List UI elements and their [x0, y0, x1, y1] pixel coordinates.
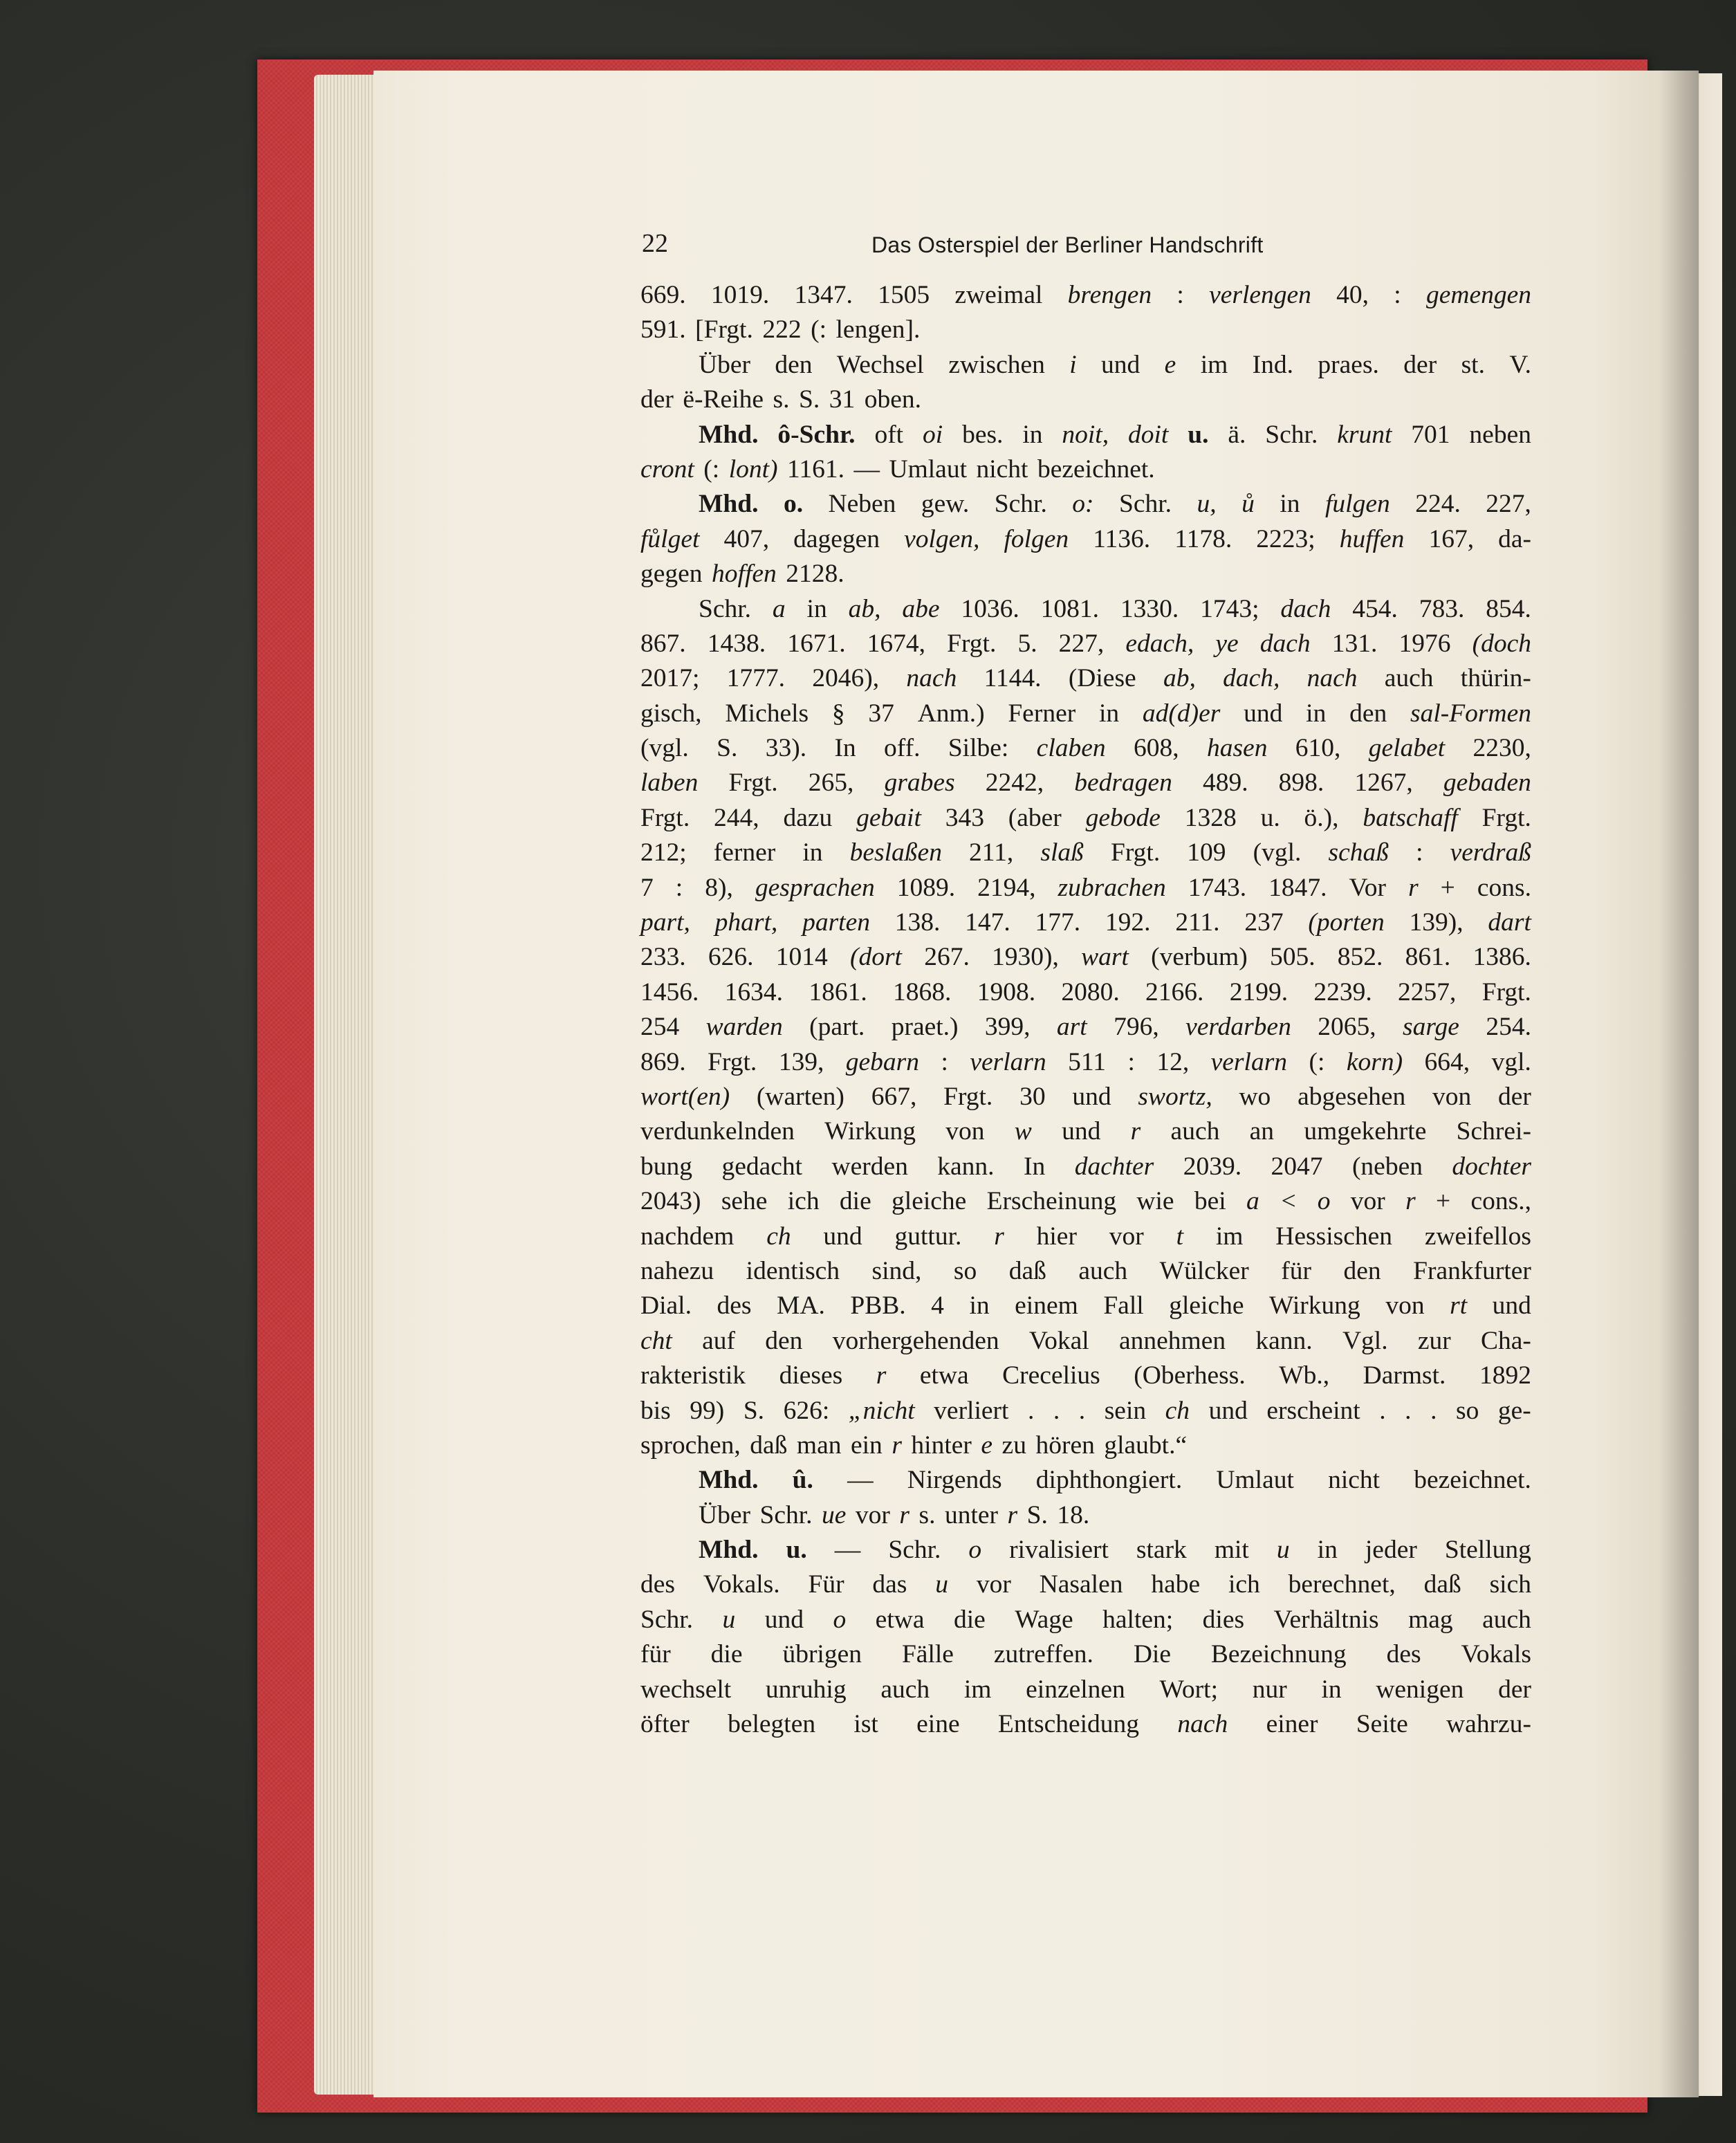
body-text — [640, 278, 1531, 1742]
text-line: 7 : 8), gesprachen 1089. 2194, zubrachen 1743. 1847. Vor r + cons. — [640, 873, 1531, 902]
text-line: nahezu identisch sind, so daß auch Wülcker für den Frankfurter — [640, 1256, 1531, 1285]
text-line: cront (: lont) 1161. — Umlaut nicht bezeichnet. — [640, 454, 1155, 484]
text-line: gegen hoffen 2128. — [640, 560, 844, 589]
text-line: Über Schr. ue vor r s. unter r S. 18. — [699, 1500, 1090, 1529]
text-line: 2017; 1777. 2046), nach 1144. (Diese ab, dach, nach auch thürin- — [640, 664, 1531, 693]
text-line: laben Frgt. 265, grabes 2242, bedragen 489. 898. 1267, gebaden — [640, 769, 1531, 798]
page-number: 22 — [642, 229, 668, 258]
running-header-title: Das Osterspiel der Berliner Handschrift — [871, 232, 1264, 257]
text-line: 2043) sehe ich die gleiche Erscheinung wie bei a < o vor r + cons., — [640, 1187, 1531, 1216]
text-line: des Vokals. Für das u vor Nasalen habe ich berechnet, daß sich — [640, 1570, 1531, 1599]
text-line: Dial. des MA. PBB. 4 in einem Fall gleiche Wirkung von rt und — [640, 1291, 1531, 1321]
text-line: Frgt. 244, dazu gebait 343 (aber gebode 1328 u. ö.), batschaff Frgt. — [640, 803, 1531, 832]
spine-shadow — [1660, 71, 1699, 2097]
text-line: für die übrigen Fälle zutreffen. Die Bezeichnung des Vokals — [640, 1640, 1531, 1669]
text-line: wort(en) (warten) 667, Frgt. 30 und swortz, wo abgesehen von der — [640, 1082, 1531, 1111]
text-line: sprochen, daß man ein r hinter e zu hören glaubt.“ — [640, 1431, 1188, 1460]
text-line: bung gedacht werden kann. In dachter 2039. 2047 (neben dochter — [640, 1152, 1531, 1181]
text-line: nachdem ch und guttur. r hier vor t im Hessischen zweifellos — [640, 1222, 1531, 1251]
text-line: verdunkelnden Wirkung von w und r auch an umgekehrte Schrei- — [640, 1117, 1531, 1146]
text-line: der ë-Reihe s. S. 31 oben. — [640, 385, 921, 414]
text-line: Mhd. û. — Nirgends diphthongiert. Umlaut nicht bezeichnet. — [699, 1466, 1531, 1495]
text-line: cht auf den vorhergehenden Vokal annehmen kann. Vgl. zur Cha- — [640, 1326, 1531, 1355]
text-line: öfter belegten ist eine Entscheidung nach einer Seite wahrzu- — [640, 1710, 1531, 1739]
text-line: bis 99) S. 626: „nicht verliert . . . sein ch und erscheint . . . so ge- — [640, 1396, 1531, 1425]
text-line: Mhd. u. — Schr. o rivalisiert stark mit u in jeder Stellung — [699, 1536, 1531, 1565]
text-line: gisch, Michels § 37 Anm.) Ferner in ad(d)er und in den sal-Formen — [640, 699, 1531, 728]
text-line: (vgl. S. 33). In off. Silbe: claben 608, hasen 610, gelabet 2230, — [640, 734, 1531, 763]
text-line: 233. 626. 1014 (dort 267. 1930), wart (verbum) 505. 852. 861. 1386. — [640, 943, 1531, 972]
text-line: 869. Frgt. 139, gebarn : verlarn 511 : 12, verlarn (: korn) 664, vgl. — [640, 1047, 1531, 1076]
text-line: Über den Wechsel zwischen i und e im Ind. praes. der st. V. — [699, 350, 1531, 379]
text-line: fůlget 407, dagegen volgen, folgen 1136. 1178. 2223; huffen 167, da- — [640, 524, 1531, 553]
text-line: Schr. a in ab, abe 1036. 1081. 1330. 1743; dach 454. 783. 854. — [699, 594, 1531, 623]
text-line: part, phart, parten 138. 147. 177. 192. 211. 237 (porten 139), dart — [640, 908, 1531, 937]
text-line: Mhd. o. Neben gew. Schr. o: Schr. u, ů in fulgen 224. 227, — [699, 490, 1531, 519]
text-line: 867. 1438. 1671. 1674, Frgt. 5. 227, edach, ye dach 131. 1976 (doch — [640, 629, 1531, 658]
text-line: 591. [Frgt. 222 (: lengen]. — [640, 315, 921, 344]
text-line: 669. 1019. 1347. 1505 zweimal brengen : verlengen 40, : gemengen — [640, 281, 1531, 309]
text-line: 254 warden (part. praet.) 399, art 796, verdarben 2065, sarge 254. — [640, 1013, 1531, 1042]
text-line: rakteristik dieses r etwa Crecelius (Oberhess. Wb., Darmst. 1892 — [640, 1361, 1531, 1390]
text-line: 212; ferner in beslaßen 211, slaß Frgt. 109 (vgl. schaß : verdraß — [640, 838, 1531, 867]
text-line: Mhd. ô-Schr. oft oi bes. in noit, doit u. ä. Schr. krunt 701 neben — [699, 420, 1531, 449]
text-line: 1456. 1634. 1861. 1868. 1908. 2080. 2166. 2199. 2239. 2257, Frgt. — [640, 977, 1531, 1006]
text-line: wechselt unruhig auch im einzelnen Wort; nur in wenigen der — [640, 1675, 1531, 1704]
page-edges — [314, 75, 383, 2095]
text-line: Schr. u und o etwa die Wage halten; dies Verhältnis mag auch — [640, 1605, 1531, 1634]
